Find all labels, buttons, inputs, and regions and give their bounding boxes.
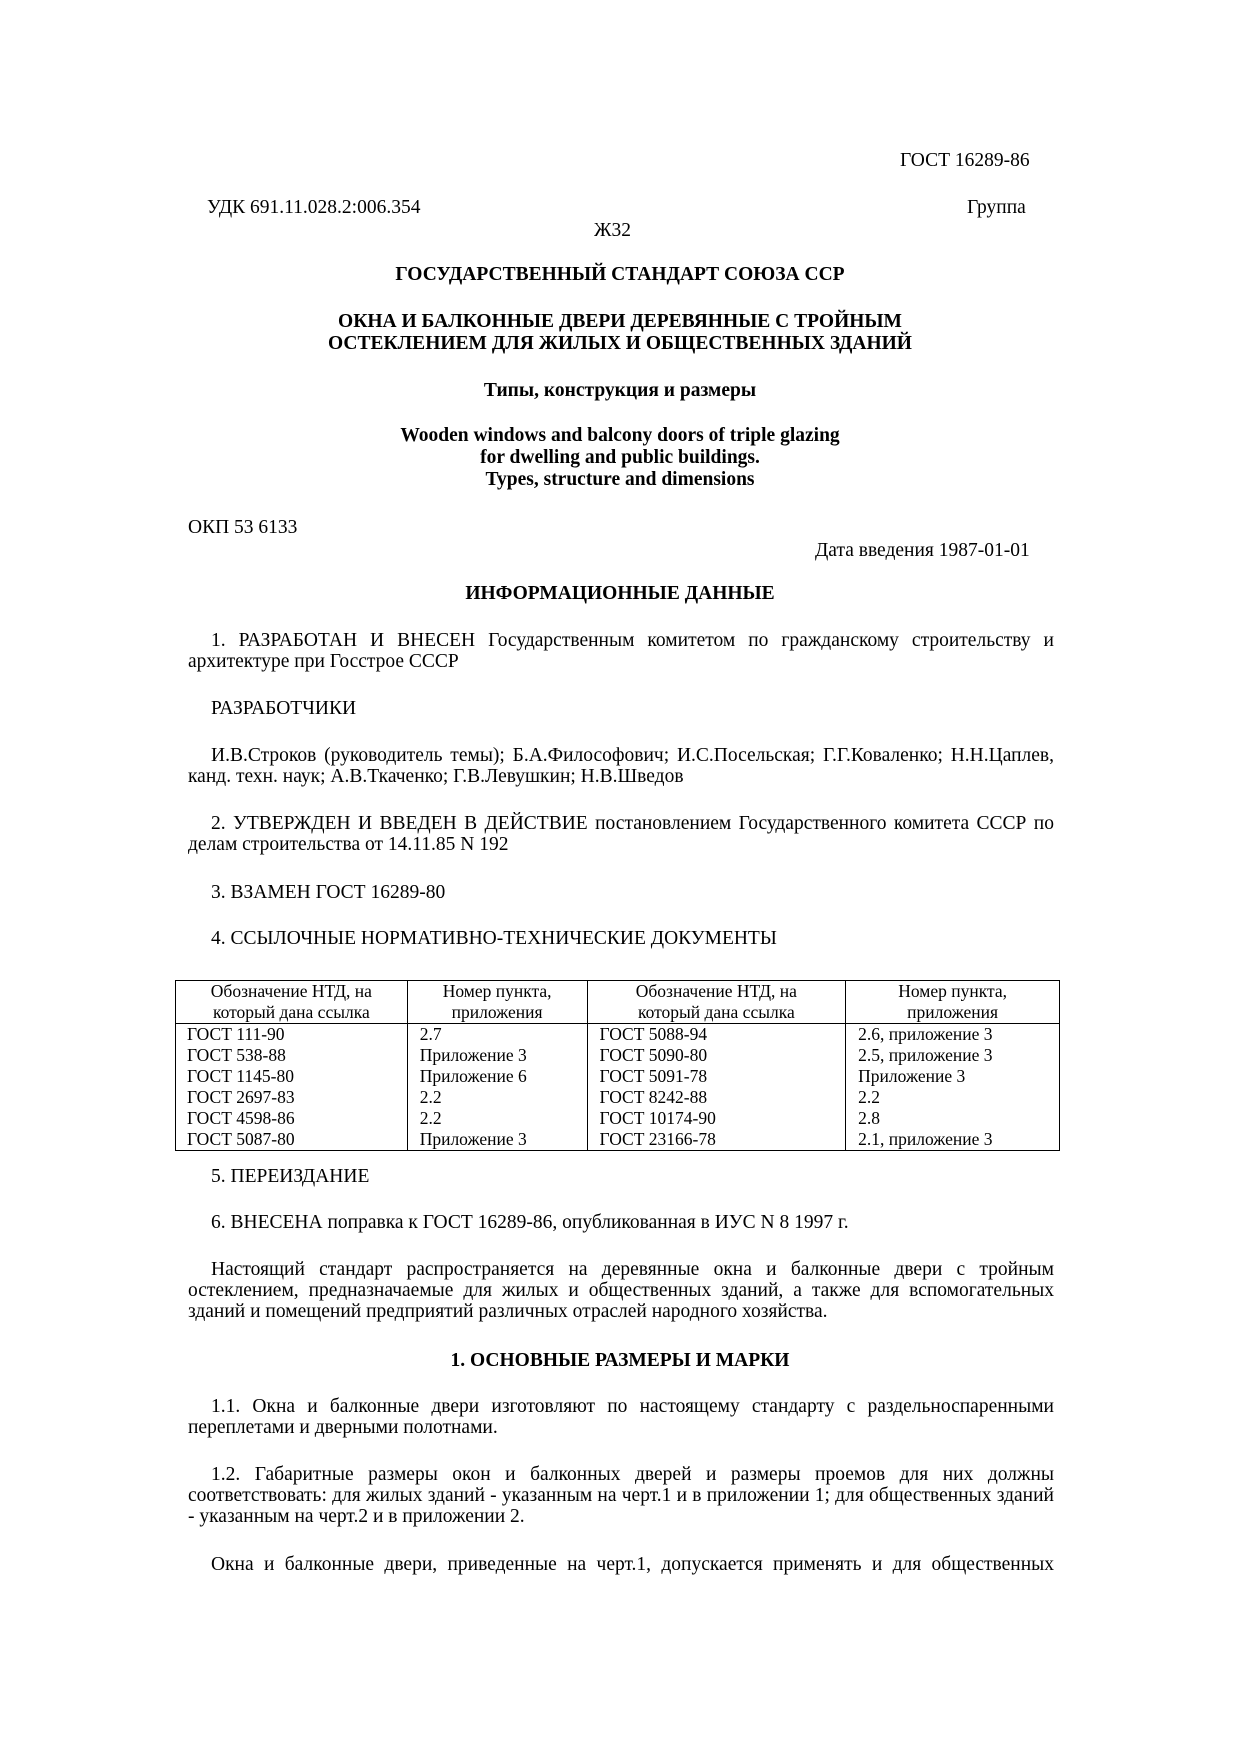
udk-code: УДК 691.11.028.2:006.354 [207,197,421,218]
table-cell: ГОСТ 23166-78 [587,1129,846,1151]
paragraph-1-2: 1.2. Габаритные размеры окон и балконных дверей и размеры проемов для них должны соответствовать: для жилых зданий - указанным на черт.1 и в приложении 1; для общественных зданий - указанным на черт.2 и в приложении 2. [188,1464,1054,1527]
table-cell: ГОСТ 8242-88 [587,1087,846,1108]
intro-date: Дата введения 1987-01-01 [815,540,1030,561]
reference-documents-table [175,980,1060,1151]
info-item-2: 2. УТВЕРЖДЕН И ВВЕДЕН В ДЕЙСТВИЕ постановлением Государственного комитета СССР по делам строительства от 14.11.85 N 192 [188,813,1054,855]
info-item-4: 4. ССЫЛОЧНЫЕ НОРМАТИВНО-ТЕХНИЧЕСКИЕ ДОКУМЕНТЫ [211,928,777,949]
scope-paragraph: Настоящий стандарт распространяется на деревянные окна и балконные двери с тройным остеклением, предназначаемые для жилых и общественных зданий, а также для вспомогательных зданий и помещений предприятий различных отраслей народного хозяйства. [188,1259,1054,1322]
table-cell: ГОСТ 10174-90 [587,1108,846,1129]
table-cell: 2.5, приложение 3 [846,1045,1060,1066]
gost-number: ГОСТ 16289-86 [900,150,1030,171]
table-row [176,1024,1060,1046]
okp-code: ОКП 53 6133 [188,517,298,538]
doc-subtitle-ru: Типы, конструкция и размеры [483,380,757,401]
table-cell: ГОСТ 5087-80 [176,1129,408,1151]
col-header-item-1: Номер пункта, приложения [407,981,587,1024]
table-cell: ГОСТ 538-88 [176,1045,408,1066]
table-cell: ГОСТ 1145-80 [176,1066,408,1087]
info-heading: ИНФОРМАЦИОННЫЕ ДАННЫЕ [465,583,775,604]
doc-title-ru-line2: ОСТЕКЛЕНИЕМ ДЛЯ ЖИЛЫХ И ОБЩЕСТВЕННЫХ ЗДАНИЙ [328,333,912,354]
table-cell: 2.2 [407,1108,587,1129]
table-cell: 2.2 [846,1087,1060,1108]
table-header-row [176,981,1060,1024]
table-cell: 2.2 [407,1087,587,1108]
info-item-5: 5. ПЕРЕИЗДАНИЕ [211,1166,370,1187]
table-cell: ГОСТ 2697-83 [176,1087,408,1108]
section-1-heading: 1. ОСНОВНЫЕ РАЗМЕРЫ И МАРКИ [450,1350,790,1371]
col-header-ntd-1: Обозначение НТД, на который дана ссылка [176,981,408,1024]
developers-label: РАЗРАБОТЧИКИ [211,698,357,719]
table-row [176,1045,1060,1066]
info-item-3: 3. ВЗАМЕН ГОСТ 16289-80 [211,882,446,903]
doc-title-en-line2: for dwelling and public buildings. [480,447,760,468]
table-cell: Приложение 3 [407,1129,587,1151]
developers-list: И.В.Строков (руководитель темы); Б.А.Философович; И.С.Посельская; Г.Г.Коваленко; Н.Н.Цаплев, канд. техн. наук; А.В.Ткаченко; Г.В.Левушкин; Н.В.Шведов [188,745,1054,787]
table-cell: Приложение 3 [407,1045,587,1066]
group-label: Группа [967,197,1026,218]
table-cell: ГОСТ 5090-80 [587,1045,846,1066]
paragraph-1-1: 1.1. Окна и балконные двери изготовляют по настоящему стандарту с раздельноспаренными переплетами и дверными полотнами. [188,1396,1054,1438]
state-standard-title: ГОСУДАРСТВЕННЫЙ СТАНДАРТ СОЮЗА ССР [395,264,845,285]
table-cell: 2.6, приложение 3 [846,1024,1060,1046]
group-code: Ж32 [594,220,631,241]
col-header-ntd-2: Обозначение НТД, на который дана ссылка [587,981,846,1024]
table-row [176,1108,1060,1129]
doc-title-en-line1: Wooden windows and balcony doors of triple glazing [400,425,840,446]
doc-title-ru-line1: ОКНА И БАЛКОННЫЕ ДВЕРИ ДЕРЕВЯННЫЕ С ТРОЙНЫМ [338,311,902,332]
doc-title-en-line3: Types, structure and dimensions [485,469,755,490]
info-item-6: 6. ВНЕСЕНА поправка к ГОСТ 16289-86, опубликованная в ИУС N 8 1997 г. [211,1212,849,1233]
table-row [176,1087,1060,1108]
table-cell: ГОСТ 4598-86 [176,1108,408,1129]
info-item-1: 1. РАЗРАБОТАН И ВНЕСЕН Государственным комитетом по гражданскому строительству и архитектуре при Госстрое СССР [188,630,1054,672]
col-header-item-2: Номер пункта, приложения [846,981,1060,1024]
table-cell: ГОСТ 111-90 [176,1024,408,1046]
paragraph-last: Окна и балконные двери, приведенные на черт.1, допускается применять и для общественных [211,1554,1054,1575]
table-cell: ГОСТ 5091-78 [587,1066,846,1087]
table-cell: 2.8 [846,1108,1060,1129]
table-row [176,1129,1060,1151]
table-cell: 2.7 [407,1024,587,1046]
table-cell: Приложение 3 [846,1066,1060,1087]
table-cell: Приложение 6 [407,1066,587,1087]
table-cell: 2.1, приложение 3 [846,1129,1060,1151]
table-row [176,1066,1060,1087]
table-cell: ГОСТ 5088-94 [587,1024,846,1046]
